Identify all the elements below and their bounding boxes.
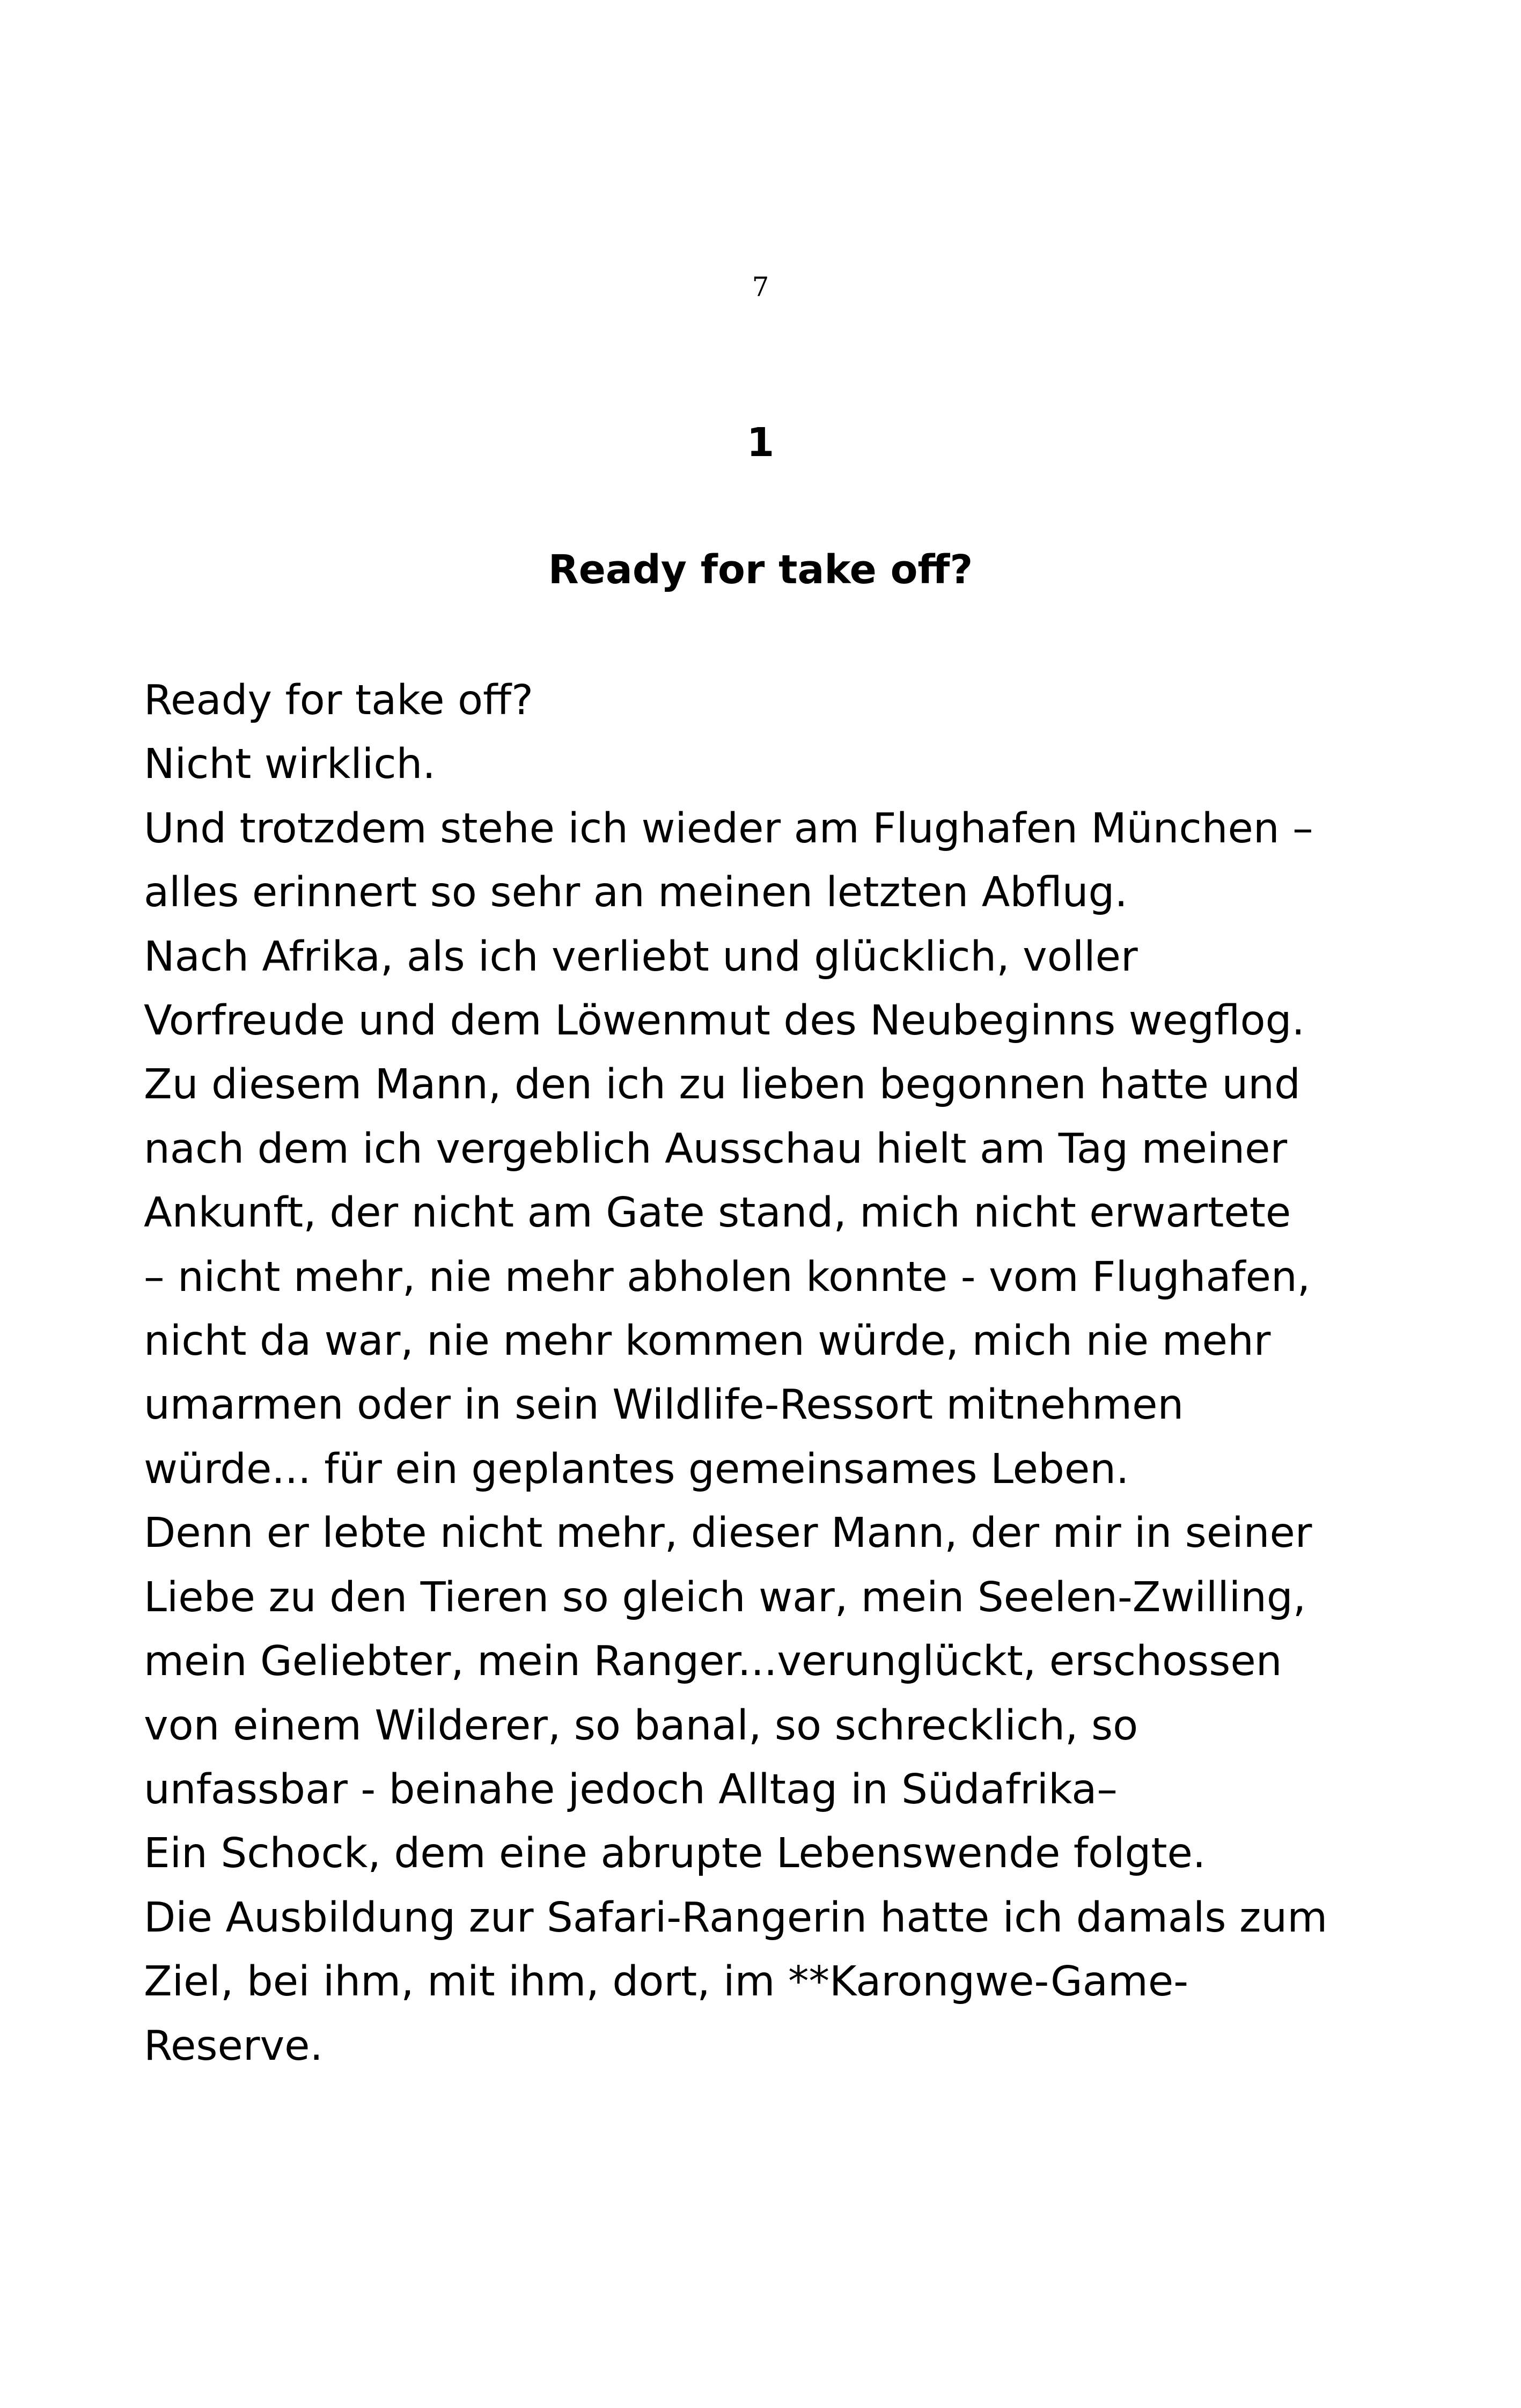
text-line: Zu diesem Mann, den ich zu lieben begonnen hatte und — [144, 1061, 1300, 1109]
text-line: Und trotzdem stehe ich wieder am Flughafen München – — [144, 804, 1313, 853]
text-line: Ziel, bei ihm, mit ihm, dort, im **Karongwe-Game- — [144, 1958, 1189, 2006]
text-line: alles erinnert so sehr an meinen letzten Abflug. — [144, 869, 1128, 917]
text-line: Nach Afrika, als ich verliebt und glücklich, voller — [144, 933, 1138, 981]
text-line: würde... für ein geplantes gemeinsames Leben. — [144, 1445, 1129, 1493]
text-line: Ankunft, der nicht am Gate stand, mich nicht erwartete — [144, 1189, 1291, 1237]
text-line: Die Ausbildung zur Safari-Rangerin hatte ich damals zum — [144, 1893, 1328, 1942]
text-line: umarmen oder in sein Wildlife-Ressort mitnehmen — [144, 1381, 1184, 1429]
text-line: Ein Schock, dem eine abrupte Lebenswende folgte. — [144, 1830, 1206, 1878]
text-line: Liebe zu den Tieren so gleich war, mein Seelen-Zwilling, — [144, 1573, 1306, 1621]
text-line: Vorfreude und dem Löwenmut des Neubeginns wegflog. — [144, 997, 1305, 1045]
text-line: nicht da war, nie mehr kommen würde, mich nie mehr — [144, 1317, 1271, 1365]
text-line: – nicht mehr, nie mehr abholen konnte - vom Flughafen, — [144, 1253, 1311, 1301]
chapter-title: Ready for take off? — [548, 547, 973, 593]
text-line: von einem Wilderer, so banal, so schrecklich, so — [144, 1701, 1138, 1750]
text-line: Ready for take off? — [144, 677, 533, 724]
text-line: Nicht wirklich. — [144, 740, 436, 789]
body-text — [144, 669, 1442, 2078]
text-line: nach dem ich vergeblich Ausschau hielt am Tag meiner — [144, 1125, 1288, 1173]
chapter-number: 1 — [746, 420, 775, 466]
page-number: 7 — [752, 271, 769, 303]
text-line: mein Geliebter, mein Ranger...verunglückt, erschossen — [144, 1638, 1282, 1686]
text-line: unfassbar - beinahe jedoch Alltag in Südafrika– — [144, 1765, 1118, 1814]
text-line: Denn er lebte nicht mehr, dieser Mann, der mir in seiner — [144, 1509, 1312, 1558]
text-line: Reserve. — [144, 2022, 323, 2070]
